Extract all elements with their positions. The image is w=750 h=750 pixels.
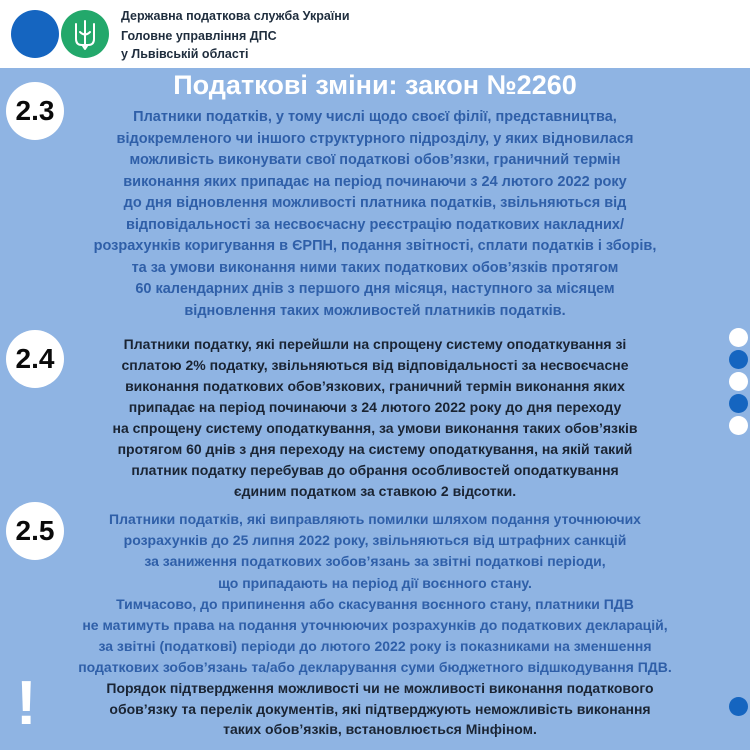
decorative-dot: [729, 394, 748, 413]
trident-emblem-icon: [61, 10, 109, 58]
section-2-3-text: [20, 107, 730, 322]
text-line: та за умови виконання ними таких податкових обов’язків протягом: [131, 259, 619, 276]
text-line: сплатою 2% податку, звільняються від відповідальності за несвоєчасне: [121, 357, 629, 373]
text-line: не матимуть права на подання уточнюючих розрахунків до податкових декларацій,: [82, 617, 668, 634]
text-line: за звітні (податкові) періоди до лютого 2022 року із показниками на зменшення: [98, 638, 652, 655]
text-line: припадає на період починаючи з 24 лютого 2022 року до дня переходу: [128, 399, 622, 415]
text-line: Платники податків, у тому числі щодо своєї філії, представництва,: [133, 109, 617, 125]
text-line: платник податку перебував до обрання особливостей оподаткування: [131, 462, 619, 478]
text-line: до дня відновлення можливості платника податків, звільняються від: [123, 195, 627, 211]
text-line: 60 календарних днів з першого дня місяця, наступного за місяцем: [135, 281, 615, 297]
text-line: на спрощену систему оподаткування, за умови виконання таких обов’язків: [112, 420, 638, 436]
org-line-2: Головне управління ДПС: [121, 29, 277, 43]
text-line: можливість виконувати свої податкові обов’язки, граничний термін: [129, 152, 621, 168]
dps-logo-circle: [11, 10, 59, 58]
section-number-badge: 2.5: [6, 502, 64, 560]
section-2-5-text: [40, 509, 710, 679]
text-line: розрахунків коригування в ЄРПН, подання звітності, сплати податків і зборів,: [93, 238, 657, 254]
decorative-dot: [729, 416, 748, 435]
section-number-badge: 2.3: [6, 82, 64, 140]
text-line: виконання яких припадає на період починаючи з 24 лютого 2022 року: [123, 173, 627, 190]
text-line: протягом 60 днів з дня переходу на систему оподаткування, на якій такий: [117, 441, 633, 457]
text-line: розрахунків до 25 липня 2022 року, звільняються від штрафних санкцій: [123, 532, 627, 549]
text-line: Порядок підтвердження можливості чи не можливості виконання податкового: [106, 680, 654, 696]
section-2-4-text: [60, 334, 690, 502]
note-text: [40, 678, 720, 740]
text-line: таких обов’язків, встановлюється Мінфіном.: [223, 721, 537, 737]
text-line: Платники податків, які виправляють помилки шляхом подання уточнюючих: [109, 511, 641, 527]
exclamation-icon: !: [16, 669, 37, 738]
text-line: що припадають на період дії воєнного стану.: [218, 574, 532, 591]
decorative-dot: [729, 372, 748, 391]
text-line: обов’язку та перелік документів, які підтверджують неможливість виконання: [109, 700, 651, 717]
text-line: Платники податку, які перейшли на спрощену систему оподаткування зі: [123, 336, 627, 352]
page-title: Податкові зміни: закон №2260: [173, 70, 577, 100]
text-line: відновлення таких можливостей платників податків.: [184, 302, 566, 319]
text-line: за заниження податкових зобов’язань за звітні податкові періоди,: [144, 553, 606, 570]
text-line: виконання податкових обов’язкових, граничний термін виконання яких: [125, 378, 625, 394]
org-line-1: Державна податкова служба України: [121, 9, 350, 23]
text-line: відповідальності за несвоєчасну реєстрацію податкових накладних/: [125, 216, 625, 233]
organization-name: [121, 7, 350, 63]
decorative-dot: [729, 328, 748, 347]
section-number-badge: 2.4: [6, 330, 64, 388]
text-line: відокремленого чи іншого структурного підрозділу, у яких відновилася: [116, 130, 634, 147]
header-bar: [0, 0, 750, 68]
decorative-dot: [729, 697, 748, 716]
text-line: Тимчасово, до припинення або скасування воєнного стану, платники ПДВ: [116, 595, 634, 612]
org-line-3: у Львівській області: [121, 47, 249, 61]
decorative-dot: [729, 350, 748, 369]
text-line: податкових зобов’язань та/або декларування суми бюджетного відшкодування ПДВ.: [78, 659, 672, 676]
text-line: єдиним податком за ставкою 2 відсотки.: [233, 483, 517, 499]
